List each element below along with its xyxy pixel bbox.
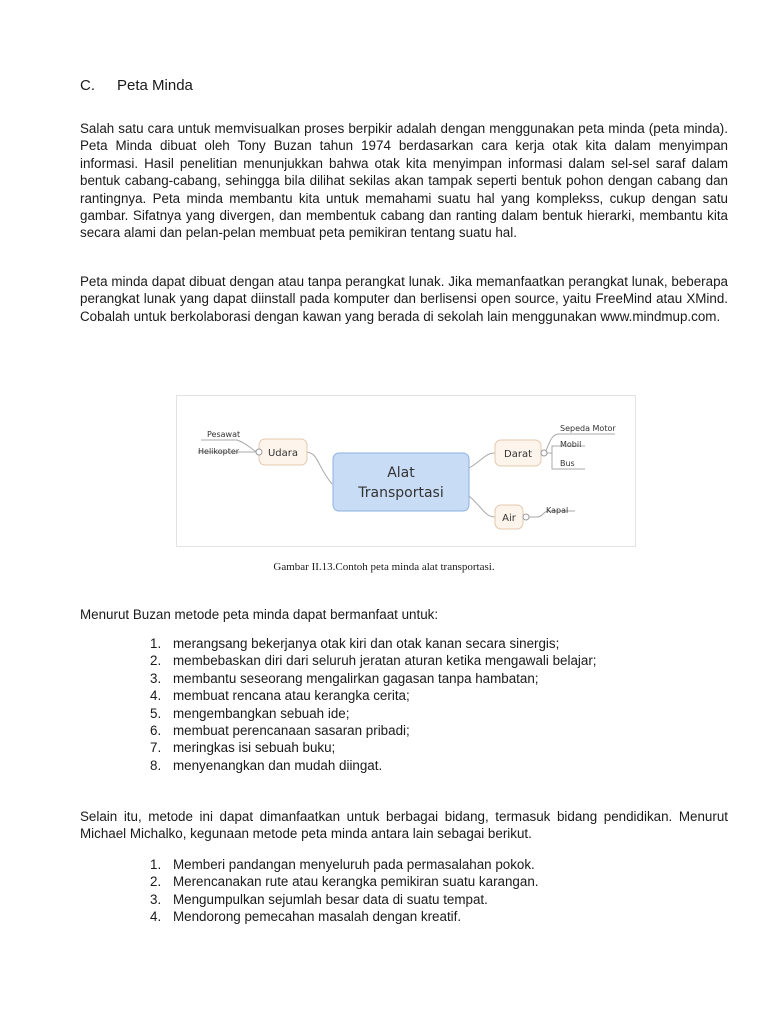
list-item: 4. membuat rencana atau kerangka cerita; [150,688,410,704]
collapse-toggle-udara [256,449,262,455]
list-item: 3. membantu seseorang mengalirkan gagasan tanpa hambatan; [150,670,539,686]
list-item: 8. menyenangkan dan mudah diingat. [150,757,383,773]
list-item: 3. Mengumpulkan sejumlah besar data di suatu tempat. [150,891,488,907]
branch-label-darat: Darat [504,449,532,460]
branch-node-darat [495,440,547,466]
leaf-bus: Bus [560,459,575,468]
list-item: 2. membebaskan diri dari seluruh jeratan aturan ketika mengawali belajar; [150,653,597,669]
link-center-udara [307,452,332,484]
paragraph-buzan-intro: Menurut Buzan metode peta minda dapat bermanfaat untuk: [80,607,439,622]
list-item: 4. Mendorong pemecahan masalah dengan kreatif. [150,909,462,925]
collapse-toggle-air [523,514,529,520]
list-item: 5. mengembangkan sebuah ide; [150,705,350,721]
list-item: 7. meringkas isi sebuah buku; [150,740,336,756]
link-center-darat [469,453,495,468]
leaf-mobil: Mobil [560,440,582,449]
leaf-sepeda-motor: Sepeda Motor [560,424,616,433]
branch-node-air [495,505,529,529]
list-item: 6. membuat perencanaan sasaran pribadi; [150,723,410,739]
list-item: 1. Memberi pandangan menyeluruh pada permasalahan pokok. [150,857,535,872]
figure-caption: Gambar II.13.Contoh peta minda alat transportasi. [273,561,495,573]
center-node [333,453,469,511]
mind-map-figure [176,395,636,547]
branch-label-udara: Udara [267,448,299,459]
leaf-pesawat: Pesawat [207,430,241,439]
list-item: 1. merangsang bekerjanya otak kiri dan otak kanan secara sinergis; [150,636,560,651]
section-heading [80,77,193,94]
leaf-helikopter: Helikopter [198,447,240,456]
mind-map-diagram [177,396,635,546]
link-center-air [469,496,495,517]
center-label-line2: Transportasi [358,485,444,501]
center-label-line1: Alat [387,465,415,481]
paragraph-software: Peta minda dapat dibuat dengan atau tanpa perangkat lunak. Jika memanfaatkan perangkat lunak, beberapa perangkat lunak yang dapat diinstall pada komputer dan berlisensi open source, yaitu FreeMind atau XMind. Cobalah untuk berkolaborasi dengan kawan yang berada di sekolah lain menggunakan www.mindmup.com. [80,274,728,324]
list-item: 2. Merencanakan rute atau kerangka pemikiran suatu karangan. [150,874,539,890]
collapse-toggle-darat [541,450,547,456]
branch-node-udara [256,439,307,465]
buzan-benefits-list [150,635,597,774]
michalko-uses-list [150,856,539,926]
section-number: C. [80,77,95,94]
paragraph-michalko-intro: Selain itu, metode ini dapat dimanfaatkan untuk berbagai bidang, termasuk bidang pendidikan. Menurut Michael Michalko, kegunaan metode peta minda antara lain sebagai berikut. [80,809,728,842]
leaf-kapal: Kapal [546,506,569,515]
branch-label-air: Air [502,513,516,524]
paragraph-intro: Salah satu cara untuk memvisualkan proses berpikir adalah dengan menggunakan peta minda (peta minda). Peta Minda dibuat oleh Tony Buzan tahun 1974 berdasarkan cara kerja otak kita dalam menyimpan informasi. Hasil penelitian menunjukkan bahwa otak kita menyimpan informasi dalam sel-sel saraf dalam bentuk cabang-cabang, sehingga bila dilihat sekilas akan tampak seperti bentuk pohon dengan cabang dan rantingnya. Peta minda membantu kita untuk memahami suatu hal yang komplekss, cukup dengan satu gambar. Sifatnya yang divergen, dan membentuk cabang dan ranting dalam bentuk hierarki, membantu kita secara alami dan pelan-pelan membuat peta pemikiran tentang suatu hal. [80,121,728,241]
section-title: Peta Minda [117,77,193,94]
